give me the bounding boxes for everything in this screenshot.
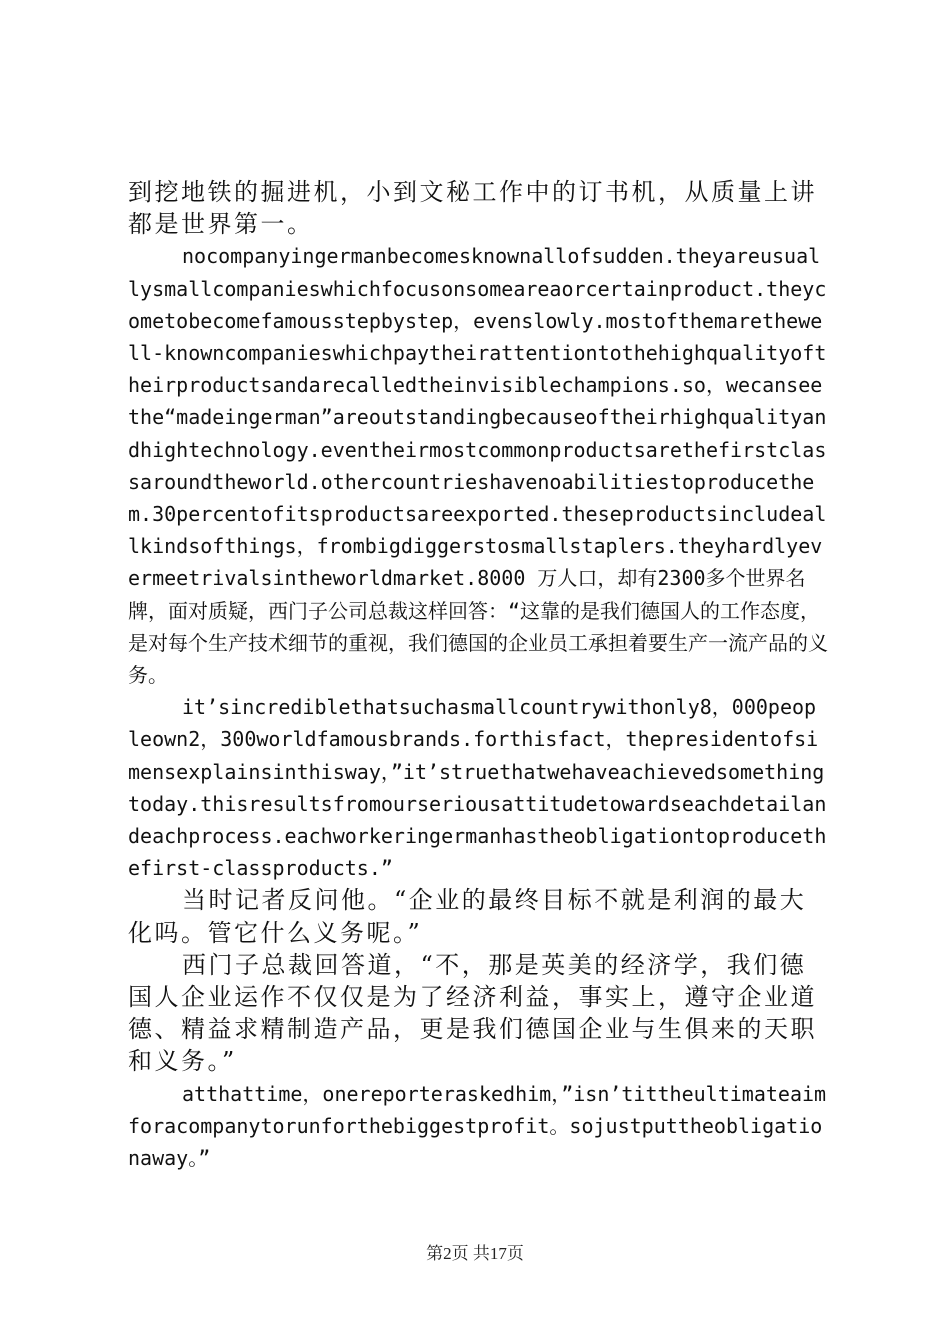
paragraph-4: 当时记者反问他。“企业的最终目标不就是利润的最大化吗。管它什么义务呢。”	[128, 886, 807, 947]
page-footer: 第2页 共17页	[426, 1244, 524, 1263]
paragraph-5: 西门子总裁回答道，“不，那是英美的经济学，我们德国人企业运作不仅仅是为了经济利益，事实上，遵守企业道德、精益求精制造产品，更是我们德国企业与生俱来的天职和义务。”	[128, 950, 817, 1076]
paragraph-6: atthattime，onereporteraskedhim，”isn’tittheultimateaimforacompanytorunforthebiggestprofit。sojustputtheobligationaway。”	[128, 1081, 827, 1171]
paragraph-1: 到挖地铁的掘进机，小到文秘工作中的订书机，从质量上讲都是世界第一。	[128, 178, 817, 239]
document-body	[128, 176, 828, 1174]
paragraph-2: nocompanyingermanbecomesknownallofsudden.theyareusuallysmallcompanieswhichfocusonsomeareaorcertainproduct.theycometobecomefamousstepbystep，evenslowly.mostofthemarethewell-knowncompanieswhichpaytheirattentiontothehighqualityoftheirproductsandarecalledtheinvisiblechampions.so，wecanseethe“madeingerman”areoutstandingbecauseoftheirhighqualityandhightechnology.eventheirmostcommonproductsarethefirstclassaroundtheworld.othercountrieshavenoabilitiestoproducethem.30percentofitsproductsareexported.theseproductsincludeallkindsofthings，frombigdiggerstosmallstaplers.theyhardlyevermeetrivalsintheworldmarket.8000 万人口，却有2300多个世界名牌，面对质疑，西门子公司总裁这样回答：“这靠的是我们德国人的工作态度，是对每个生产技术细节的重视，我们德国的企业员工承担着要生产一流产品的义务。	[128, 244, 828, 688]
paragraph-3: it’sincrediblethatsuchasmallcountrywithonly8，000peopleown2，300worldfamousbrands.forthisfact，thepresidentofsimensexplainsinthisway，”it’struethatwehaveachievedsomethingtoday.thisresultsfromourseriousattitudetowardseachdetailandeachprocess.eachworkeringermanhastheobligationtoproducethefirst-classproducts.”	[128, 695, 827, 881]
